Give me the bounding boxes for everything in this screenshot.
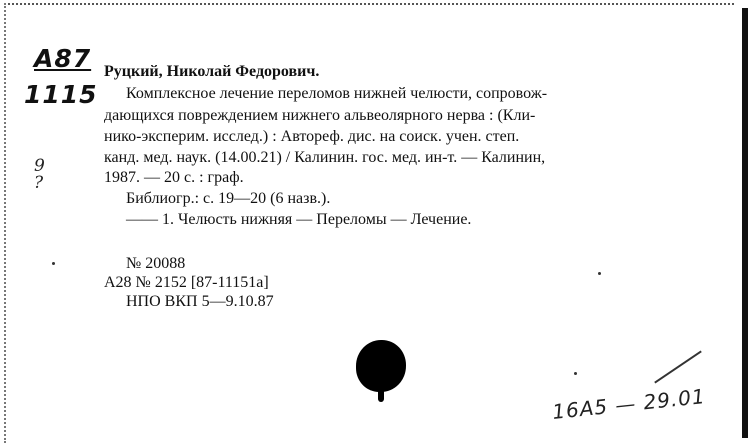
subject-heading-line: —— 1. Челюсть нижняя — Переломы — Лечение. [126,211,472,228]
bibliography-line: Библиогр.: с. 19—20 (6 назв.). [126,190,331,207]
shelf-mark-bottom: 1115 [24,80,98,109]
speck [574,372,577,375]
handwriting-stroke [654,351,702,384]
title-line: канд. мед. наук. (14.00.21) / Калинин. гос. мед. ин-т. — Калинин, [104,149,546,166]
registration-number: А28 № 2152 [87-11151а] [104,274,269,291]
record-number: № 20088 [126,255,186,272]
title-line: Комплексное лечение переломов нижней челюсти, сопровож- [126,85,548,102]
handwritten-date-note: 16А5 — 29.01 [551,384,707,424]
title-line: нико-эксперим. исслед.) : Автореф. дис. на соиск. учен. степ. [104,128,520,145]
margin-handwritten-mark [34,158,45,192]
margin-mark-text: 9 ? [34,156,45,193]
speck [598,272,601,275]
card-top-edge [4,3,734,5]
speck [52,262,55,265]
author-heading: Руцкий, Николай Федорович. [104,63,320,80]
card-right-edge [742,8,748,438]
title-line: 1987. — 20 с. : граф. [104,169,244,186]
card-left-edge [4,3,6,443]
ink-blot [356,340,406,392]
publisher-imprint: НПО ВКП 5—9.10.87 [126,293,274,310]
title-line: дающихся повреждением нижнего альвеолярного нерва : (Кли- [104,107,536,124]
shelf-mark-top: A87 [34,44,92,73]
